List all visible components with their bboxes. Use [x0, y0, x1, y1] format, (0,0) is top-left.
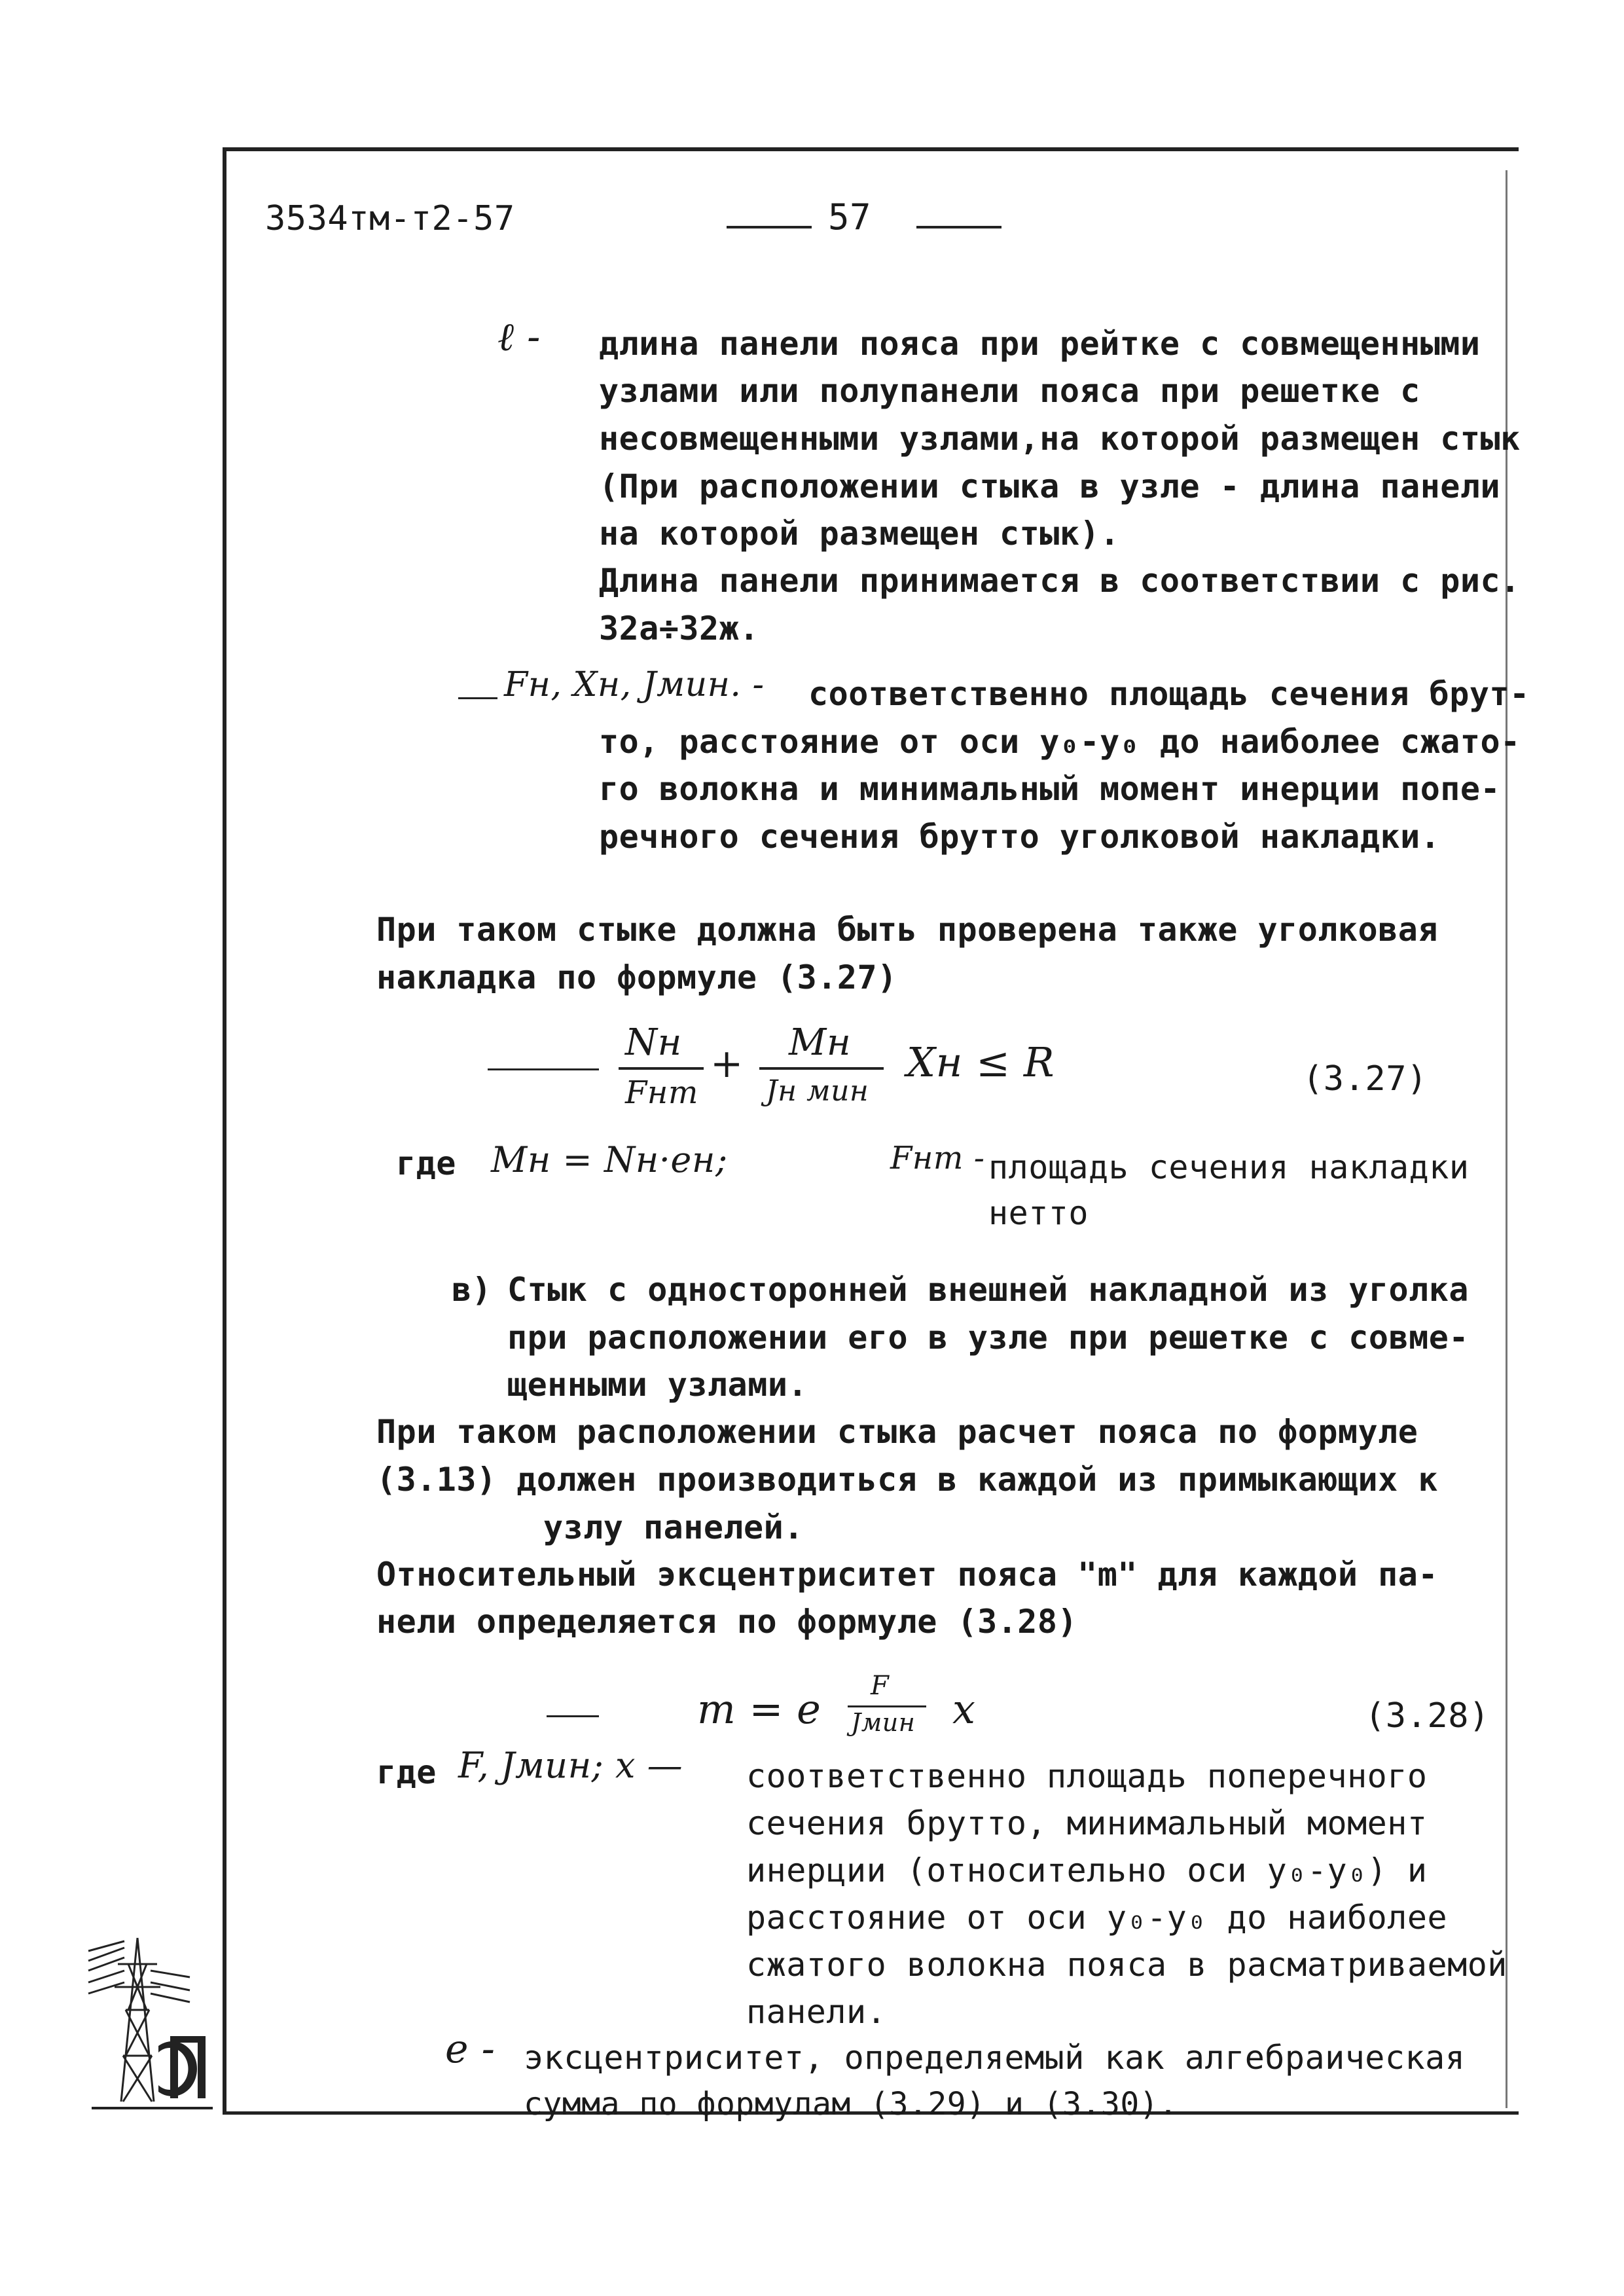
eq327-fracbar1	[619, 1067, 704, 1070]
eq327-tail: Xн ≤ R	[907, 1038, 1055, 1086]
where327-label: где	[396, 1144, 456, 1182]
doc-code: 3534тм-т2-57	[265, 199, 515, 238]
def-f-line: речного сечения брутто уголковой накладки.	[599, 818, 1441, 856]
item-v-line: Стык с односторонней внешней накладной из уголка	[507, 1271, 1469, 1309]
def-e-line: сумма по формулам (3.29) и (3.30).	[524, 2086, 1178, 2123]
para2-line: узлу панелей.	[543, 1508, 804, 1546]
where327-text: площадь сечения накладки	[988, 1148, 1470, 1186]
eq328-fracbar	[848, 1705, 926, 1707]
where327-text: нетто	[988, 1194, 1089, 1232]
def-l-line: Длина панели принимается в соответствии с рис.	[599, 562, 1521, 600]
eq327-num1: Nн	[625, 1021, 682, 1064]
def-f-lead-dash	[458, 697, 497, 699]
def-l-line: 32а÷32ж.	[599, 610, 759, 647]
eq328-num: F	[871, 1671, 890, 1701]
where328-line: панели.	[746, 1993, 887, 2031]
page-number: 57	[828, 196, 872, 238]
where328-line: расстояние от оси у₀-у₀ до наиболее	[746, 1899, 1448, 1937]
eq328-lhs: m = e	[697, 1685, 821, 1733]
para2-line: нели определяется по формуле (3.28)	[376, 1603, 1078, 1641]
where327-expr: Mн = Nн·eн;	[491, 1139, 728, 1180]
def-l-line: несовмещенными узлами,на которой размещен стык	[599, 420, 1521, 458]
def-l-line: длина панели пояса при рейтке с совмещенными	[599, 325, 1481, 363]
frame-right-border	[1506, 170, 1507, 2108]
where328-line: соответственно площадь поперечного	[746, 1757, 1428, 1795]
def-f-line: то, расстояние от оси у₀-у₀ до наиболее сжато-	[599, 723, 1521, 761]
eq327-num2: Mн	[789, 1021, 852, 1064]
eq328-lead-dash	[547, 1715, 599, 1717]
def-e-line: эксцентриситет, определяемый как алгебраическая	[524, 2039, 1466, 2077]
def-l-symbol: ℓ -	[497, 314, 541, 360]
header-dash-left	[727, 226, 812, 228]
item-v-label: в)	[452, 1271, 492, 1309]
esp-logo	[85, 1925, 216, 2115]
def-e-symbol: e -	[445, 2026, 496, 2072]
where328-line: инерции (относительно оси у₀-у₀) и	[746, 1851, 1428, 1889]
para1-line: При таком стыке должна быть проверена также уголковая	[376, 911, 1438, 949]
where328-label: где	[376, 1753, 437, 1791]
eq328-number: (3.28)	[1365, 1696, 1490, 1736]
def-l-line: (При расположении стыка в узле - длина панели	[599, 467, 1501, 505]
eq327-plus: +	[710, 1041, 744, 1087]
header-dash-right	[916, 226, 1001, 228]
eq327-fracbar2	[759, 1067, 884, 1070]
eq327-den2: Jн мин	[766, 1074, 869, 1108]
def-l-line: узлами или полупанели пояса при решетке с	[599, 372, 1420, 410]
where328-expr: F, Jмин; x —	[458, 1745, 683, 1786]
def-f-line: го волокна и минимальный момент инерции попе-	[599, 770, 1501, 808]
eq328-tail: x	[952, 1685, 976, 1733]
item-v-line: при расположении его в узле при решетке с совме-	[507, 1319, 1469, 1357]
where328-line: сечения брутто, минимальный момент	[746, 1804, 1428, 1842]
esp-logo-icon	[85, 1925, 216, 2115]
def-l-line: на которой размещен стык).	[599, 515, 1120, 553]
eq327-lead-dash	[488, 1068, 599, 1070]
para2-line: При таком расположении стыка расчет пояса по формуле	[376, 1413, 1418, 1451]
eq327-den1: Fнт	[625, 1074, 698, 1111]
para2-line: Относительный эксцентриситет пояса "m" для каждой па-	[376, 1556, 1438, 1594]
eq328-den: Jмин	[851, 1708, 916, 1737]
para1-line: накладка по формуле (3.27)	[376, 958, 897, 996]
where327-symbol: Fнт -	[890, 1140, 985, 1176]
eq327-number: (3.27)	[1303, 1059, 1428, 1099]
para2-line: (3.13) должен производиться в каждой из примыкающих к	[376, 1461, 1438, 1499]
def-f-line: соответственно площадь сечения брут-	[808, 675, 1530, 713]
item-v-line: щенными узлами.	[507, 1366, 808, 1404]
where328-line: сжатого волокна пояса в расматриваемой	[746, 1946, 1507, 1984]
def-f-symbol: Fн, Xн, Jмин. -	[504, 665, 765, 704]
frame-top-border	[223, 147, 1519, 151]
frame-left-border	[223, 147, 226, 2115]
